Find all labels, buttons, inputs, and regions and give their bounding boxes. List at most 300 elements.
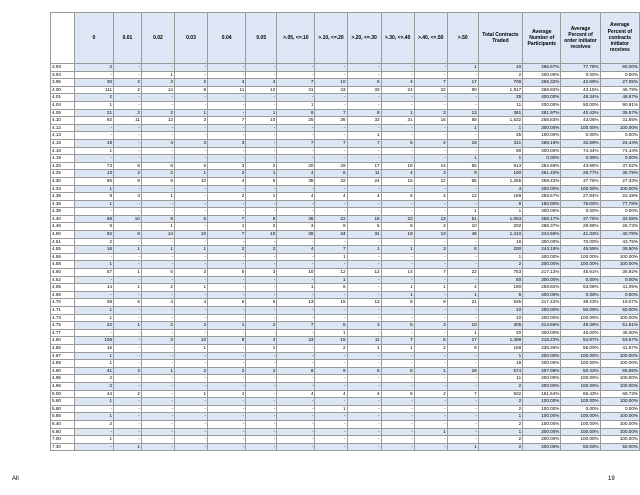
row-key-cell: 5.00 (51, 390, 75, 398)
table-cell: 7 (208, 215, 246, 223)
table-cell: 5 (381, 322, 414, 330)
table-cell: - (141, 200, 174, 208)
table-cell: - (347, 261, 381, 269)
table-cell: 5 (246, 177, 277, 185)
table-cell: - (447, 314, 478, 322)
table-cell: - (74, 155, 113, 163)
row-key-cell: 4.68 (51, 291, 75, 299)
table-cell: 43 (315, 86, 347, 94)
row-key-cell: 4.60 (51, 269, 75, 277)
row-key-cell: 4.89 (51, 360, 75, 368)
table-cell: 9 (447, 170, 478, 178)
table-cell: 1,255 (478, 177, 522, 185)
table-row (51, 261, 640, 269)
table-cell: 1 (447, 64, 478, 72)
table-cell: - (414, 405, 447, 413)
table-cell: 37.02% (600, 162, 639, 170)
table-cell: 7 (315, 246, 347, 254)
table-cell: 1 (174, 246, 207, 254)
table-cell: 10 (478, 64, 522, 72)
table-cell: 8 (315, 223, 347, 231)
table-row (51, 375, 640, 383)
table-cell: - (141, 208, 174, 216)
table-cell: 190 (478, 284, 522, 292)
table-cell: 2 (478, 398, 522, 406)
table-cell: - (174, 238, 207, 246)
table-cell: - (208, 405, 246, 413)
table-row (51, 79, 640, 87)
table-row (51, 382, 640, 390)
table-cell: - (174, 193, 207, 201)
table-cell: 16 (74, 246, 113, 254)
table-cell: - (74, 276, 113, 284)
table-cell: 1 (114, 269, 142, 277)
table-cell: - (277, 443, 315, 451)
table-cell: 200.00% (523, 436, 561, 444)
table-cell: - (246, 94, 277, 102)
table-cell: - (381, 71, 414, 79)
row-key-cell: 4.13 (51, 132, 75, 140)
table-cell: - (208, 261, 246, 269)
table-cell: - (347, 284, 381, 292)
table-cell: 66 (74, 177, 113, 185)
table-cell: 268.83% (523, 117, 561, 125)
table-row (51, 299, 640, 307)
table-row (51, 253, 640, 261)
table-cell: - (315, 94, 347, 102)
table-cell: - (174, 314, 207, 322)
table-row (51, 208, 640, 216)
table-cell: - (114, 329, 142, 337)
table-cell: 2 (74, 238, 113, 246)
table-cell: 35 (478, 94, 522, 102)
table-cell: 1 (74, 413, 113, 421)
table-cell: 32 (315, 177, 347, 185)
row-key-cell: 4.10 (51, 117, 75, 125)
table-cell: 10 (478, 314, 522, 322)
table-cell: - (114, 291, 142, 299)
contracts-table (50, 12, 640, 451)
table-cell: 913 (478, 162, 522, 170)
table-cell: 3 (414, 223, 447, 231)
table-cell: 10 (174, 231, 207, 239)
table-cell: 1 (246, 193, 277, 201)
table-cell: 6 (315, 284, 347, 292)
table-row (51, 420, 640, 428)
table-cell: 7 (347, 139, 381, 147)
table-cell: - (114, 276, 142, 284)
table-cell: 300.00% (523, 238, 561, 246)
table-cell: - (74, 428, 113, 436)
table-cell: 18 (347, 215, 381, 223)
table-cell: - (315, 155, 347, 163)
row-key-cell: 4.51 (51, 238, 75, 246)
table-cell: 12 (347, 269, 381, 277)
table-cell: 24 (347, 177, 381, 185)
table-cell: - (141, 398, 174, 406)
table-cell: 8 (74, 193, 113, 201)
table-cell: 4 (347, 193, 381, 201)
table-cell: - (208, 253, 246, 261)
table-cell: - (208, 428, 246, 436)
table-cell: 1 (478, 428, 522, 436)
table-cell: 200.00% (523, 382, 561, 390)
table-cell: - (141, 185, 174, 193)
table-cell: 2 (208, 246, 246, 254)
table-cell: 26.73% (600, 223, 639, 231)
table-cell: 217.42% (523, 299, 561, 307)
table-cell: 4 (347, 390, 381, 398)
table-cell: - (315, 413, 347, 421)
table-cell: - (447, 101, 478, 109)
table-cell: 200 (478, 246, 522, 254)
table-cell: 92 (74, 231, 113, 239)
table-cell: 1 (208, 223, 246, 231)
table-cell: - (414, 132, 447, 140)
column-header: 0.05 (246, 13, 277, 64)
table-cell: - (447, 307, 478, 315)
table-cell: 49.39% (561, 322, 600, 330)
table-row (51, 185, 640, 193)
table-cell: 10 (478, 307, 522, 315)
table-cell: 1 (74, 185, 113, 193)
table-cell: - (414, 329, 447, 337)
row-key-cell: 4.30 (51, 177, 75, 185)
table-cell: 4 (381, 79, 414, 87)
table-cell: - (114, 132, 142, 140)
table-cell: 4 (277, 193, 315, 201)
table-cell: - (246, 200, 277, 208)
table-cell: - (315, 147, 347, 155)
table-cell: - (414, 208, 447, 216)
table-cell: - (277, 375, 315, 383)
table-cell: 266.67% (523, 64, 561, 72)
table-cell: 106 (74, 337, 113, 345)
table-cell: 0.00% (600, 291, 639, 299)
table-row (51, 86, 640, 94)
table-cell: 4 (141, 299, 174, 307)
table-cell: 31 (381, 117, 414, 125)
table-cell: 90 (478, 147, 522, 155)
table-cell: 7 (208, 117, 246, 125)
table-cell: 2 (246, 322, 277, 330)
table-cell: 1 (414, 428, 447, 436)
table-cell: - (414, 398, 447, 406)
table-cell: - (246, 276, 277, 284)
table-cell: - (208, 71, 246, 79)
table-cell: 100.00% (600, 124, 639, 132)
table-cell: - (246, 185, 277, 193)
table-cell: - (277, 307, 315, 315)
table-cell: 9 (414, 299, 447, 307)
table-cell: - (114, 64, 142, 72)
table-row (51, 117, 640, 125)
table-cell: 1 (208, 322, 246, 330)
table-cell: 13 (414, 215, 447, 223)
table-cell: 5 (246, 299, 277, 307)
table-cell: - (381, 276, 414, 284)
table-cell: 36 (277, 215, 315, 223)
table-cell: 51.81% (600, 322, 639, 330)
table-cell: - (141, 375, 174, 383)
column-header: >.10, <=.20 (315, 13, 347, 64)
table-cell: - (381, 360, 414, 368)
table-cell: - (174, 291, 207, 299)
table-cell: 1 (246, 344, 277, 352)
row-key-cell: 4.25 (51, 170, 75, 178)
table-cell: - (347, 314, 381, 322)
table-cell: - (381, 132, 414, 140)
table-cell: 3 (141, 79, 174, 87)
table-cell: 74.44% (561, 147, 600, 155)
table-cell: 1 (141, 223, 174, 231)
table-cell: 68 (74, 215, 113, 223)
table-cell: 1 (447, 208, 478, 216)
table-cell: 7 (447, 390, 478, 398)
table-cell: 37.75% (561, 215, 600, 223)
table-cell: 400.00% (523, 291, 561, 299)
table-cell: 2 (74, 64, 113, 72)
table-cell: 0.00% (523, 155, 561, 163)
table-cell: 33 (347, 86, 381, 94)
table-cell: - (347, 307, 381, 315)
table-row (51, 352, 640, 360)
table-cell: 17 (447, 79, 478, 87)
table-row (51, 124, 640, 132)
table-row (51, 132, 640, 140)
table-cell: 0.00% (600, 155, 639, 163)
table-cell: - (208, 101, 246, 109)
table-cell: 35 (478, 132, 522, 140)
column-header: 0.04 (208, 13, 246, 64)
table-cell: - (246, 382, 277, 390)
row-key-cell: 4.73 (51, 314, 75, 322)
table-cell: - (447, 185, 478, 193)
table-cell: - (141, 428, 174, 436)
table-cell: 100.00% (600, 375, 639, 383)
table-cell: - (414, 71, 447, 79)
table-cell: - (208, 208, 246, 216)
table-cell: - (277, 436, 315, 444)
table-cell: 1 (447, 291, 478, 299)
table-row (51, 147, 640, 155)
table-cell: 100.00% (600, 420, 639, 428)
table-cell: - (277, 147, 315, 155)
table-cell: - (381, 398, 414, 406)
table-cell: 100.00% (523, 413, 561, 421)
table-cell: 100.00% (561, 261, 600, 269)
table-cell: 48 (447, 231, 478, 239)
table-cell: 200.00% (523, 261, 561, 269)
table-cell: - (141, 147, 174, 155)
table-cell: - (347, 443, 381, 451)
table-cell: - (315, 420, 347, 428)
table-cell: - (414, 413, 447, 421)
table-cell: - (347, 436, 381, 444)
table-row (51, 337, 640, 345)
table-cell: 9 (478, 200, 522, 208)
table-cell: - (208, 147, 246, 155)
table-cell: 1 (141, 71, 174, 79)
table-row (51, 101, 640, 109)
table-cell: 38 (74, 299, 113, 307)
table-cell: - (141, 155, 174, 163)
table-cell: 3 (414, 109, 447, 117)
table-cell: 22 (315, 215, 347, 223)
table-cell: 100.00% (600, 261, 639, 269)
table-cell: 68.73% (600, 390, 639, 398)
table-cell: - (141, 124, 174, 132)
table-cell: 0.00% (600, 276, 639, 284)
table-cell: - (315, 185, 347, 193)
table-cell: 1 (277, 284, 315, 292)
table-row (51, 329, 640, 337)
table-cell: 5 (208, 269, 246, 277)
table-cell: 100.00% (523, 420, 561, 428)
table-cell: - (208, 360, 246, 368)
table-cell: 2 (114, 79, 142, 87)
table-cell: 100.00% (600, 436, 639, 444)
table-cell: 300.00% (523, 329, 561, 337)
table-cell: - (208, 344, 246, 352)
table-cell: 1 (74, 398, 113, 406)
table-row (51, 443, 640, 451)
table-cell: - (447, 147, 478, 155)
table-cell: 100.00% (561, 375, 600, 383)
table-cell: 1,917 (478, 86, 522, 94)
table-cell: - (174, 382, 207, 390)
table-cell: - (174, 261, 207, 269)
table-cell: 14 (381, 269, 414, 277)
table-cell: 2 (478, 382, 522, 390)
table-cell: - (277, 405, 315, 413)
table-row (51, 314, 640, 322)
table-cell: 0.00% (600, 405, 639, 413)
row-key-cell: 6.80 (51, 428, 75, 436)
table-cell: 10 (315, 79, 347, 87)
column-header: >.20, <=.30 (347, 13, 381, 64)
table-cell: - (114, 337, 142, 345)
table-cell: 3 (277, 223, 315, 231)
table-cell: 1 (381, 344, 414, 352)
table-cell: 56 (447, 162, 478, 170)
table-cell: 8 (114, 231, 142, 239)
table-cell: 9 (447, 344, 478, 352)
table-cell: 0.00% (561, 132, 600, 140)
table-cell: 3 (174, 117, 207, 125)
table-cell: - (347, 405, 381, 413)
table-cell: 200.00% (523, 185, 561, 193)
table-row (51, 405, 640, 413)
table-cell: 361 (478, 109, 522, 117)
table-cell: - (347, 124, 381, 132)
table-cell: 5 (478, 291, 522, 299)
table-cell: 39.50% (600, 246, 639, 254)
table-cell: - (174, 223, 207, 231)
table-cell: - (381, 124, 414, 132)
table-cell: 41.67% (600, 344, 639, 352)
table-cell: - (315, 360, 347, 368)
table-cell: 1 (381, 284, 414, 292)
table-cell: - (114, 413, 142, 421)
table-cell: - (246, 124, 277, 132)
table-cell: - (315, 443, 347, 451)
table-cell: - (315, 428, 347, 436)
table-cell: 214.55% (523, 322, 561, 330)
table-cell: 12 (414, 177, 447, 185)
table-cell: 1 (447, 155, 478, 163)
table-cell: 1 (414, 367, 447, 375)
table-cell: 300.00% (523, 124, 561, 132)
table-cell: - (174, 64, 207, 72)
table-cell: - (208, 436, 246, 444)
table-cell: - (141, 329, 174, 337)
table-cell: - (246, 360, 277, 368)
table-cell: - (347, 64, 381, 72)
table-cell: 53.08% (561, 284, 600, 292)
table-cell: - (447, 405, 478, 413)
table-row (51, 223, 640, 231)
table-cell: - (277, 360, 315, 368)
table-cell: - (246, 307, 277, 315)
table-cell: 2 (478, 71, 522, 79)
table-cell: - (315, 238, 347, 246)
table-cell: 1,532 (478, 117, 522, 125)
table-cell: 50.00% (600, 443, 639, 451)
table-cell: 8 (208, 337, 246, 345)
table-cell: 3 (141, 337, 174, 345)
table-cell: 1 (74, 307, 113, 315)
table-cell: 2 (114, 390, 142, 398)
table-cell: 5 (141, 269, 174, 277)
table-cell: 4 (381, 170, 414, 178)
table-cell: 1 (74, 314, 113, 322)
table-cell: 706 (478, 79, 522, 87)
table-cell: 22 (414, 86, 447, 94)
table-cell: 17 (347, 162, 381, 170)
table-cell: - (174, 307, 207, 315)
table-cell: - (414, 352, 447, 360)
table-cell: 1 (74, 352, 113, 360)
table-cell: - (114, 253, 142, 261)
table-cell: 1 (347, 132, 381, 140)
table-cell: 50.00% (561, 307, 600, 315)
table-cell: 5 (208, 299, 246, 307)
table-cell: - (414, 261, 447, 269)
table-cell: 8 (381, 223, 414, 231)
table-row (51, 367, 640, 375)
table-cell: 2 (414, 344, 447, 352)
table-cell: 100.00% (561, 398, 600, 406)
table-cell: 1,410 (478, 231, 522, 239)
table-cell: - (246, 420, 277, 428)
table-cell: - (447, 71, 478, 79)
table-cell: - (174, 375, 207, 383)
table-cell: 2 (174, 79, 207, 87)
table-cell: - (114, 223, 142, 231)
table-cell: - (114, 71, 142, 79)
table-cell: 1 (141, 193, 174, 201)
row-key-cell: 6.40 (51, 420, 75, 428)
table-cell: 32.89% (561, 139, 600, 147)
table-cell: 7 (315, 139, 347, 147)
table-cell: 4 (277, 246, 315, 254)
table-cell: - (174, 413, 207, 421)
table-cell: 100.00% (600, 360, 639, 368)
table-cell: 2 (246, 367, 277, 375)
table-cell: - (414, 314, 447, 322)
table-row (51, 139, 640, 147)
